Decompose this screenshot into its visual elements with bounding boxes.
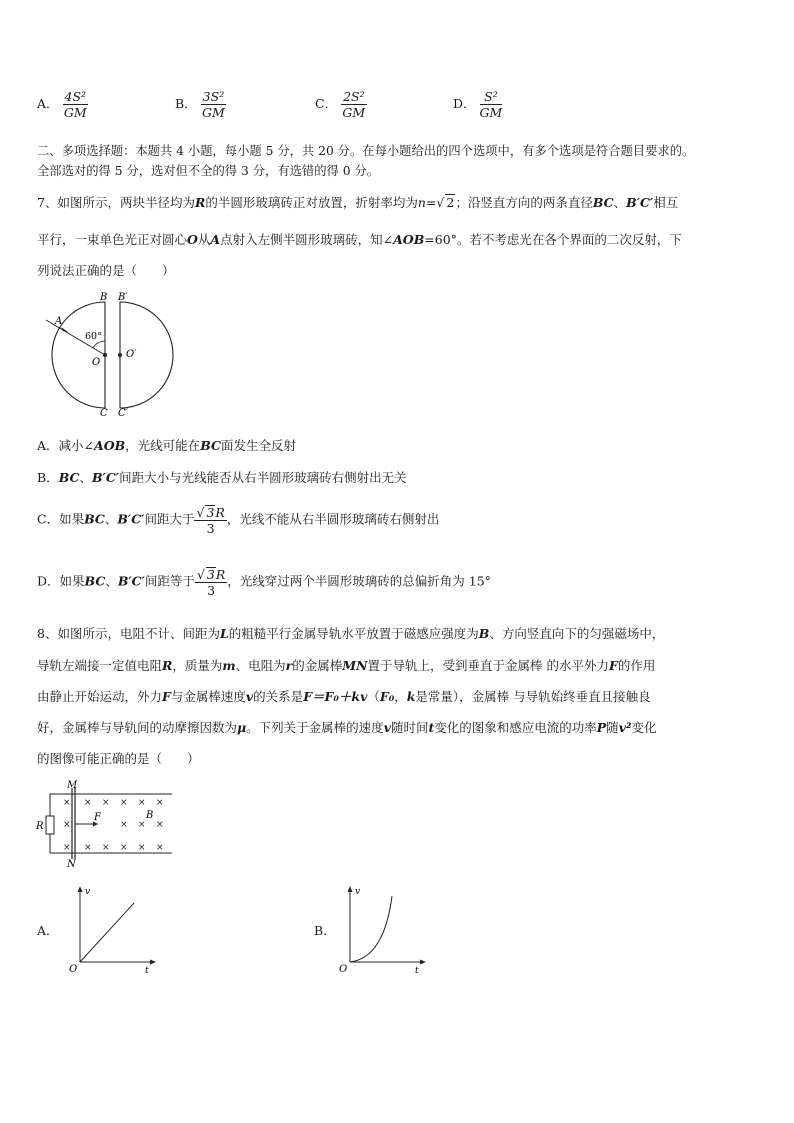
cross: ×: [156, 798, 164, 808]
cross: ×: [63, 798, 71, 808]
cross: ×: [156, 820, 164, 830]
fraction: $\frac{√ 3R}{3}$: [196, 567, 226, 599]
y-axis-arrow-icon: [78, 886, 83, 892]
q7-line3: 列说法正确的是（ ）: [37, 263, 175, 278]
cross: ×: [138, 820, 146, 830]
q8-circuit-figure: [34, 778, 179, 870]
cross: ×: [102, 843, 110, 853]
v-t-curve: [350, 896, 392, 962]
fraction: $\frac{\text{4S²}}{GM}$: [63, 89, 87, 121]
cross: ×: [84, 798, 92, 808]
q6-option-b: B． $\frac{\text{3S²}}{GM}$: [175, 89, 225, 121]
cross: ×: [63, 820, 71, 830]
q7-option-b: B．BC、B′C′间距大小与光线能否从右半圆形玻璃砖右侧射出无关: [37, 470, 407, 485]
q7-line1: 7、如图所示，两块半径均为R的半圆形玻璃砖正对放置，折射率均为n=√ 2；沿竖直方向的两条直径BC、B′C′相互: [37, 195, 679, 210]
label-bp: B′: [118, 292, 128, 303]
q6-option-c: C． $\frac{\text{2S²}}{GM}$: [315, 89, 366, 121]
cross: ×: [63, 843, 71, 853]
section2-line1: 二、多项选择题：本题共 4 小题，每小题 5 分，共 20 分。在每小题给出的四个选项中，有多个选项是符合题目要求的。: [37, 144, 695, 158]
q8-line3: 由静止开始运动，外力F与金属棒速度v的关系是F＝F₀＋kv（F₀，k是常量），金属棒 与导轨始终垂直且接触良: [37, 689, 651, 704]
label-o: O: [92, 357, 101, 368]
fraction: $\frac{\text{S²}}{GM}$: [479, 89, 503, 121]
cross: ×: [84, 843, 92, 853]
x-axis-arrow-icon: [420, 960, 426, 965]
cross: ×: [120, 798, 128, 808]
center-op-dot: [118, 353, 122, 357]
label-f: F: [94, 812, 101, 823]
cross: ×: [120, 843, 128, 853]
cross: ×: [102, 798, 110, 808]
x-label: t: [145, 966, 149, 975]
q8-line1: 8、如图所示，电阻不计、间距为L的粗糙平行金属导轨水平放置于磁感应强度为B、方向竖直向下的匀强磁场中，: [37, 626, 665, 641]
label-m: M: [67, 780, 78, 791]
resistor-r: [46, 816, 54, 834]
y-label: v: [85, 887, 91, 897]
label-angle: 60°: [85, 331, 102, 342]
q8-line2: 导轨左端接一定值电阻R，质量为m、电阻为r的金属棒MN置于导轨上，受到垂直于金属棒 的水平外力F的作用: [37, 658, 656, 673]
center-o-dot: [103, 353, 107, 357]
origin-label: O: [339, 964, 348, 975]
q8-line4: 好，金属棒与导轨间的动摩擦因数为μ。下列关于金属棒的速度v随时间t变化的图象和感应电流的功率P随v²变化: [37, 720, 657, 735]
q7-option-c: C．如果BC、B′C′间距大于 $\frac{√ 3R}{3}$ ，光线不能从右半圆形玻璃砖右侧射出: [37, 505, 440, 537]
magnetic-field-crosses: [63, 798, 164, 853]
v-t-line: [80, 903, 134, 962]
label-b: B: [146, 810, 154, 821]
y-axis-arrow-icon: [348, 886, 353, 892]
section2-line2: 全部选对的得 5 分，选对但不全的得 3 分，有选错的得 0 分。: [37, 164, 380, 178]
angle-arc: [93, 341, 105, 348]
q7-option-a: A．减小∠AOB，光线可能在BC面发生全反射: [37, 438, 296, 453]
label-b: B: [100, 292, 108, 303]
fraction: $\frac{\text{2S²}}{GM}$: [342, 89, 366, 121]
cross: ×: [138, 798, 146, 808]
label-cp: C′: [118, 408, 128, 419]
label-a: A: [55, 316, 63, 327]
q7-figure: [40, 290, 180, 420]
origin-label: O: [69, 964, 78, 975]
y-label: v: [355, 887, 361, 897]
graph-a-label: A．: [37, 923, 59, 938]
x-label: t: [415, 966, 419, 975]
x-axis-arrow-icon: [150, 960, 156, 965]
fraction: $\frac{√ 3R}{3}$: [196, 505, 225, 537]
label-n: N: [67, 859, 76, 870]
label-op: O′: [126, 349, 137, 360]
q6-option-a: A． $\frac{\text{4S²}}{GM}$: [37, 89, 87, 121]
q6-option-d: D． $\frac{\text{S²}}{GM}$: [453, 89, 503, 121]
label-c: C: [100, 408, 108, 419]
q7-option-d: D．如果BC、B′C′间距等于 $\frac{√ 3R}{3}$ ，光线穿过两个半圆形玻璃砖的总偏折角为 15°: [37, 567, 491, 599]
graph-b: [334, 880, 434, 975]
q7-line2: 平行，一束单色光正对圆心O从A点射入左侧半圆形玻璃砖，知∠AOB=60°。若不考虑光在各个界面的二次反射，下: [37, 232, 682, 247]
q8-line5: 的图像可能正确的是（ ）: [37, 751, 200, 766]
graph-b-label: B．: [314, 923, 336, 938]
graph-a: [64, 880, 164, 975]
cross: ×: [120, 820, 128, 830]
cross: ×: [156, 843, 164, 853]
label-r: R: [36, 821, 44, 832]
fraction: $\frac{\text{3S²}}{GM}$: [202, 89, 225, 121]
cross: ×: [138, 843, 146, 853]
